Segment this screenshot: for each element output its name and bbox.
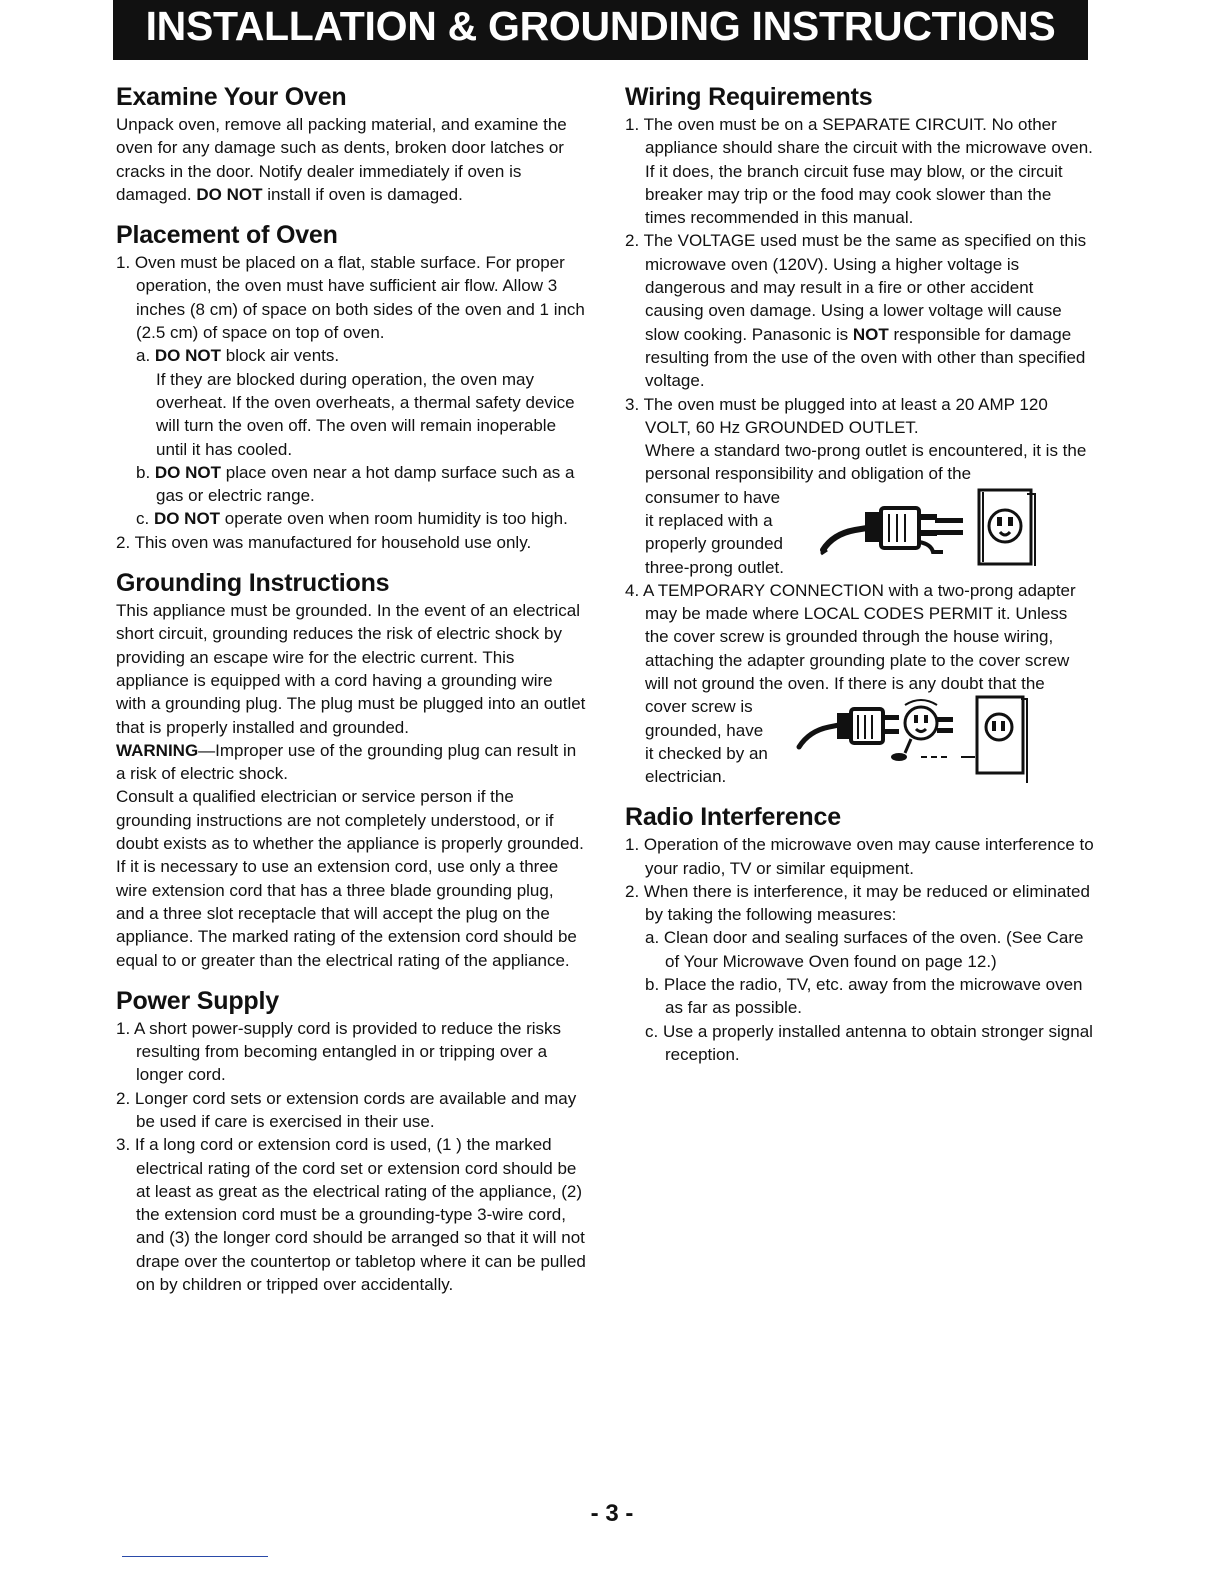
- fig2-caption-line: cover screw is: [645, 697, 753, 717]
- section-wiring: [625, 82, 1095, 788]
- wiring-heading: Wiring Requirements: [625, 83, 873, 111]
- fig1-caption-line: it replaced with a: [645, 511, 773, 531]
- page-title-banner: [113, 0, 1088, 60]
- placement-heading: Placement of Oven: [116, 221, 338, 250]
- fig2-caption-line: electrician.: [645, 767, 727, 787]
- wiring-item-3: 3. The oven must be plugged into at least a 20 AMP 120 VOLT, 60 Hz GROUNDED OUTLET.: [625, 394, 1048, 437]
- grounding-p1: This appliance must be grounded. In the event of an electrical short circuit, grounding reduces the risk of electric shock by providing an escape wire for the electric current. This appliance is equipped with a cord having a grounding wire with a grounding plug. The plug must be plugged into an outlet that is properly installed and grounded.: [116, 601, 586, 737]
- wiring-item-4: 4. A TEMPORARY CONNECTION with a two-prong adapter may be made where LOCAL CODES PERMIT it. Unless the cover screw is grounded through the house wiring, attaching the adapter grounding plate to the cover screw will not ground the oven. If there is any doubt that the: [625, 580, 1076, 693]
- page-number: - 3 -: [590, 1500, 634, 1527]
- section-radio: [625, 802, 1095, 1066]
- right-column: [625, 82, 1095, 1080]
- placement-item-a: a. DO NOT block air vents.: [136, 346, 340, 366]
- three-prong-plug-icon: [815, 488, 1045, 568]
- section-power: [116, 986, 586, 1297]
- power-item-2: 2. Longer cord sets or extension cords are available and may be used if care is exercised in their use.: [116, 1088, 577, 1131]
- placement-item-a-cont: If they are blocked during operation, the oven may overheat. If the oven overheats, a thermal safety device will turn the oven off. The oven will remain inoperable until it has cooled.: [156, 369, 575, 459]
- placement-item-b: b. DO NOT place oven near a hot damp surface such as a gas or electric range.: [136, 462, 575, 506]
- placement-item-1: 1. Oven must be placed on a flat, stable surface. For proper operation, the oven must have sufficient air flow. Allow 3 inches (8 cm) of space on both sides of the oven and 1 inch (2.5 cm) of space on top of oven.: [116, 253, 585, 343]
- power-heading: Power Supply: [116, 986, 279, 1015]
- page-title: INSTALLATION & GROUNDING INSTRUCTIONS: [145, 3, 1056, 49]
- placement-item-2: 2. This oven was manufactured for household use only.: [116, 532, 532, 552]
- grounding-warning: WARNING—Improper use of the grounding plug can result in a risk of electric shock.: [116, 740, 577, 784]
- grounding-heading: Grounding Instructions: [116, 569, 390, 598]
- fig1-caption-line: consumer to have: [645, 487, 781, 507]
- adapter-plug-icon: [795, 695, 1055, 785]
- figure-row-1: [625, 486, 1095, 579]
- radio-item-1: 1. Operation of the microwave oven may cause interference to your radio, TV or similar equipment.: [625, 835, 1094, 878]
- section-examine: [116, 82, 586, 206]
- wiring-item-3-cont: Where a standard two-prong outlet is encountered, it is the personal responsibility and obligation of the: [645, 441, 1087, 484]
- radio-item-a: a. Clean door and sealing surfaces of the oven. (See Care of Your Microwave Oven found on page 12.): [645, 928, 1084, 971]
- radio-item-b: b. Place the radio, TV, etc. away from the microwave oven as far as possible.: [645, 975, 1083, 1018]
- grounding-p3: If it is necessary to use an extension cord, use only a three wire extension cord that has a three blade grounding plug, and a three slot receptacle that will accept the plug on the appliance. The marked rating of the extension cord should be equal to or greater than the electrical rating of the appliance.: [116, 857, 577, 970]
- section-placement: [116, 220, 586, 554]
- examine-heading: Examine Your Oven: [116, 83, 347, 111]
- power-item-3: 3. If a long cord or extension cord is used, (1 ) the marked electrical rating of the cord set or extension cord should be at least as great as the electrical rating of the appliance, (2) the extension cord must be a grounding-type 3-wire cord, and (3) the longer cord should be arranged so that it will not drape over the countertop or tabletop where it can be pulled on by children or tripped over accidentally.: [116, 1135, 586, 1295]
- power-item-1: 1. A short power-supply cord is provided to reduce the risks resulting from becoming entangled in or tripping over a longer cord.: [116, 1018, 562, 1085]
- examine-text: Unpack oven, remove all packing material, and examine the oven for any damage such as dents, broken door latches or cracks in the door. Notify dealer immediately if oven is damaged. DO NOT install if oven is damaged.: [116, 115, 567, 204]
- wiring-item-2: 2. The VOLTAGE used must be the same as specified on this microwave oven (120V). Using a higher voltage is dangerous and may result in a fire or other accident causing oven damage. Using a lower voltage will cause slow cooking. Panasonic is NOT responsible for damage resulting from the use of the oven with other than specified voltage.: [625, 231, 1087, 391]
- wiring-item-1: 1. The oven must be on a SEPARATE CIRCUIT. No other appliance should share the circuit with the microwave oven. If it does, the branch circuit fuse may blow, or the circuit breaker may trip or the food may cook slower than the times recommended in this manual.: [625, 115, 1093, 228]
- placement-item-c: c. DO NOT operate oven when room humidity is too high.: [136, 509, 568, 529]
- footer-rule: [122, 1556, 268, 1557]
- fig2-caption-line: grounded, have: [645, 720, 764, 740]
- left-column: [116, 82, 586, 1310]
- radio-heading: Radio Interference: [625, 803, 841, 832]
- radio-item-c: c. Use a properly installed antenna to obtain stronger signal reception.: [645, 1021, 1093, 1064]
- fig2-caption-line: it checked by an: [645, 743, 768, 763]
- figure-row-2: [625, 695, 1095, 788]
- fig1-caption-line: properly grounded: [645, 534, 783, 554]
- radio-item-2: 2. When there is interference, it may be reduced or eliminated by taking the following measures:: [625, 881, 1090, 925]
- section-grounding: [116, 568, 586, 972]
- grounding-p2: Consult a qualified electrician or service person if the grounding instructions are not completely understood, or if doubt exists as to whether the appliance is properly grounded.: [116, 787, 584, 854]
- fig1-caption-line: three-prong outlet.: [645, 557, 784, 577]
